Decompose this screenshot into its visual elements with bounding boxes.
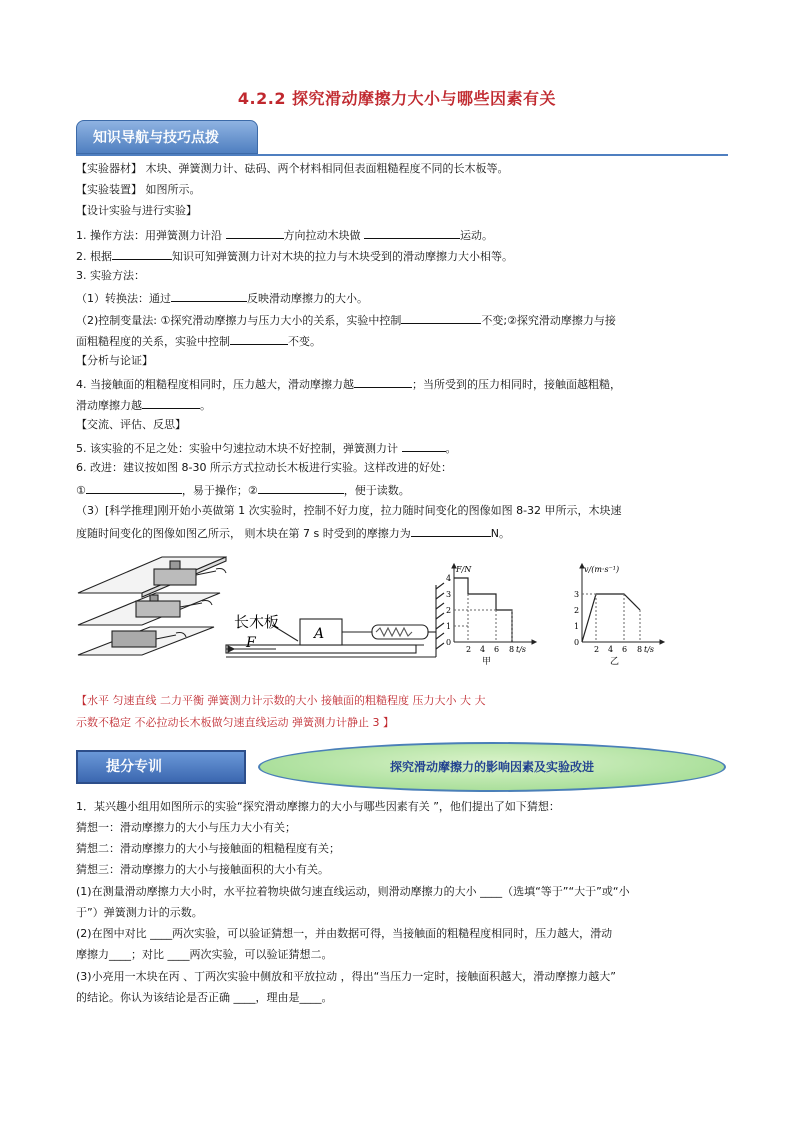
text-line: 【设计实验与进行实验】 bbox=[76, 204, 197, 217]
text-line: 【实验器材】 木块、弹簧测力计、砝码、两个材料相同但表面粗糙程度不同的长木板等。 bbox=[76, 162, 509, 175]
graph1-xtick: 8 bbox=[509, 645, 515, 654]
text-segment: 度随时间变化的图像如图乙所示， 则木块在第 7 s 时受到的摩擦力为 bbox=[76, 527, 411, 540]
text-segment: 1. 操作方法：用弹簧测力计沿 bbox=[76, 229, 226, 242]
question-line: 的结论。你认为该结论是否正确 ____，理由是____。 bbox=[76, 991, 333, 1004]
graph1-ytick: 3 bbox=[446, 590, 452, 599]
graph2-xtick: 4 bbox=[608, 645, 614, 654]
text-line: 3. 实验方法： bbox=[76, 269, 145, 282]
question-line: 摩擦力____；对比 ____两次实验，可以验证猜想二。 bbox=[76, 948, 333, 961]
text-segment: 。 bbox=[445, 442, 457, 455]
graph1-ytick: 2 bbox=[446, 606, 452, 615]
question-line: (3)小亮用一木块在丙 、丁两次实验中侧放和平放拉动 ，得出“当压力一定时，接触面积越大，滑动摩擦力越大” bbox=[76, 970, 616, 983]
graph1-ytick: 4 bbox=[446, 574, 452, 583]
text-line: （3）[科学推理]刚开始小英做第 1 次实验时，控制不好力度，拉力随时间变化的图像如图 8-32 甲所示，木块速 bbox=[76, 504, 622, 517]
question-line: 猜想二：滑动摩擦力的大小与接触面的粗糙程度有关； bbox=[76, 842, 340, 855]
fill-blank bbox=[411, 525, 491, 537]
text-segment: 方向拉动木块做 bbox=[283, 229, 364, 242]
answer-line: 【水平 匀速直线 二力平衡 弹簧测力计示数的大小 接触面的粗糙程度 压力大小 大 大 bbox=[76, 694, 486, 707]
section-topic-banner: 探究滑动摩擦力的影响因素及实验改进 bbox=[258, 742, 726, 792]
fill-blank bbox=[401, 312, 481, 324]
fill-blank bbox=[402, 440, 446, 452]
force-label: F bbox=[246, 635, 256, 651]
fill-blank bbox=[226, 227, 284, 239]
text-segment: 2. 根据 bbox=[76, 250, 112, 263]
text-segment: （1）转换法：通过 bbox=[76, 292, 171, 305]
text-segment: ① bbox=[76, 484, 86, 497]
section-header-practice: 提分专训 bbox=[76, 750, 246, 784]
fill-blank bbox=[86, 482, 182, 494]
question-line: 猜想一：滑动摩擦力的大小与压力大小有关； bbox=[76, 821, 296, 834]
graph1-ytick: 0 bbox=[446, 638, 452, 647]
force-time-graph bbox=[440, 560, 540, 672]
text-line bbox=[76, 290, 368, 306]
question-line: 1．某兴趣小组用如图所示的实验“探究滑动摩擦力的大小与哪些因素有关 ”，他们提出了如下猜想： bbox=[76, 800, 560, 813]
text-segment: 不变。 bbox=[288, 335, 321, 348]
fill-blank bbox=[258, 482, 344, 494]
text-line bbox=[76, 248, 513, 264]
text-segment: 运动。 bbox=[460, 229, 493, 242]
graph2-ytick: 0 bbox=[574, 638, 580, 647]
text-segment: 反映滑动摩擦力的大小。 bbox=[247, 292, 368, 305]
fill-blank bbox=[364, 227, 460, 239]
graph1-xtick: 2 bbox=[466, 645, 472, 654]
question-line: 猜想三：滑动摩擦力的大小与接触面积的大小有关。 bbox=[76, 863, 329, 876]
text-segment: 5. 该实验的不足之处：实验中匀速拉动木块不好控制，弹簧测力计 bbox=[76, 442, 402, 455]
text-segment: （2)控制变量法: ①探究滑动摩擦力与压力大小的关系，实验中控制 bbox=[76, 314, 402, 327]
graph1-caption: 甲 bbox=[482, 657, 492, 667]
graph1-ylabel: F/N bbox=[456, 565, 472, 574]
question-line: (1)在测量滑动摩擦力大小时，水平拉着物块做匀速直线运动，则滑动摩擦力的大小 ____（选填“等于”“大于”或“小 bbox=[76, 885, 630, 898]
graph1-xtick: 4 bbox=[480, 645, 486, 654]
board-label: 长木板 bbox=[234, 613, 280, 631]
text-segment: N。 bbox=[490, 527, 510, 540]
text-line: 6. 改进：建议按如图 8-30 所示方式拉动长木板进行实验。这样改进的好处： bbox=[76, 461, 452, 474]
text-line bbox=[76, 333, 321, 349]
section-header-knowledge: 知识导航与技巧点拨 bbox=[76, 120, 258, 154]
text-line bbox=[76, 525, 510, 541]
text-line bbox=[76, 440, 457, 456]
text-line bbox=[76, 227, 493, 243]
text-line: 【交流、评估、反思】 bbox=[76, 418, 186, 431]
text-segment: 滑动摩擦力越 bbox=[76, 399, 142, 412]
text-segment: 。 bbox=[200, 399, 211, 412]
graph2-ytick: 1 bbox=[574, 622, 580, 631]
section-divider bbox=[76, 154, 728, 156]
question-line: 于”）弹簧测力计的示数。 bbox=[76, 906, 203, 919]
graph2-xtick: 8 bbox=[637, 645, 643, 654]
graph1-xlabel: t/s bbox=[516, 645, 527, 654]
text-line bbox=[76, 482, 410, 498]
graph2-ytick: 2 bbox=[574, 606, 580, 615]
text-segment: 知识可知弹簧测力计对木块的拉力与木块受到的滑动摩擦力大小相等。 bbox=[172, 250, 513, 263]
text-segment: ；当所受到的压力相同时，接触面越粗糙， bbox=[412, 378, 621, 391]
graph1-xtick: 6 bbox=[494, 645, 500, 654]
text-segment: ，易于操作；② bbox=[181, 484, 258, 497]
text-segment: 4. 当接触面的粗糙程度相同时，压力越大，滑动摩擦力越 bbox=[76, 378, 354, 391]
fill-blank bbox=[112, 248, 172, 260]
question-line: (2)在图中对比 ____两次实验，可以验证猜想一，并由数据可得，当接触面的粗糙程度相同时，压力越大，滑动 bbox=[76, 927, 613, 940]
graph2-xtick: 6 bbox=[622, 645, 628, 654]
text-segment: 不变;②探究滑动摩擦力与接 bbox=[481, 314, 616, 327]
graph2-xlabel: t/s bbox=[644, 645, 655, 654]
fill-blank bbox=[354, 376, 412, 388]
text-line: 【分析与论证】 bbox=[76, 354, 153, 367]
page-title: 4.2.2 探究滑动摩擦力大小与哪些因素有关 bbox=[237, 89, 557, 108]
graph2-ytick: 3 bbox=[574, 590, 580, 599]
block-label: A bbox=[314, 626, 325, 642]
text-line: 【实验装置】 如图所示。 bbox=[76, 183, 201, 196]
text-segment: 面粗糙程度的关系，实验中控制 bbox=[76, 335, 230, 348]
text-line bbox=[76, 312, 616, 328]
graph2-xtick: 2 bbox=[594, 645, 600, 654]
fill-blank bbox=[230, 333, 288, 345]
text-segment: ，便于读数。 bbox=[343, 484, 410, 497]
velocity-time-graph bbox=[568, 560, 668, 672]
fill-blank bbox=[171, 290, 247, 302]
graph1-ytick: 1 bbox=[446, 622, 452, 631]
graph2-caption: 乙 bbox=[610, 657, 620, 667]
text-line bbox=[76, 397, 211, 413]
fill-blank bbox=[142, 397, 200, 409]
apparatus-figure bbox=[76, 555, 448, 673]
answer-line: 示数不稳定 不必拉动长木板做匀速直线运动 弹簧测力计静止 3 】 bbox=[76, 716, 394, 729]
graph2-ylabel: v/(m·s⁻¹) bbox=[584, 565, 620, 574]
text-line bbox=[76, 376, 621, 392]
